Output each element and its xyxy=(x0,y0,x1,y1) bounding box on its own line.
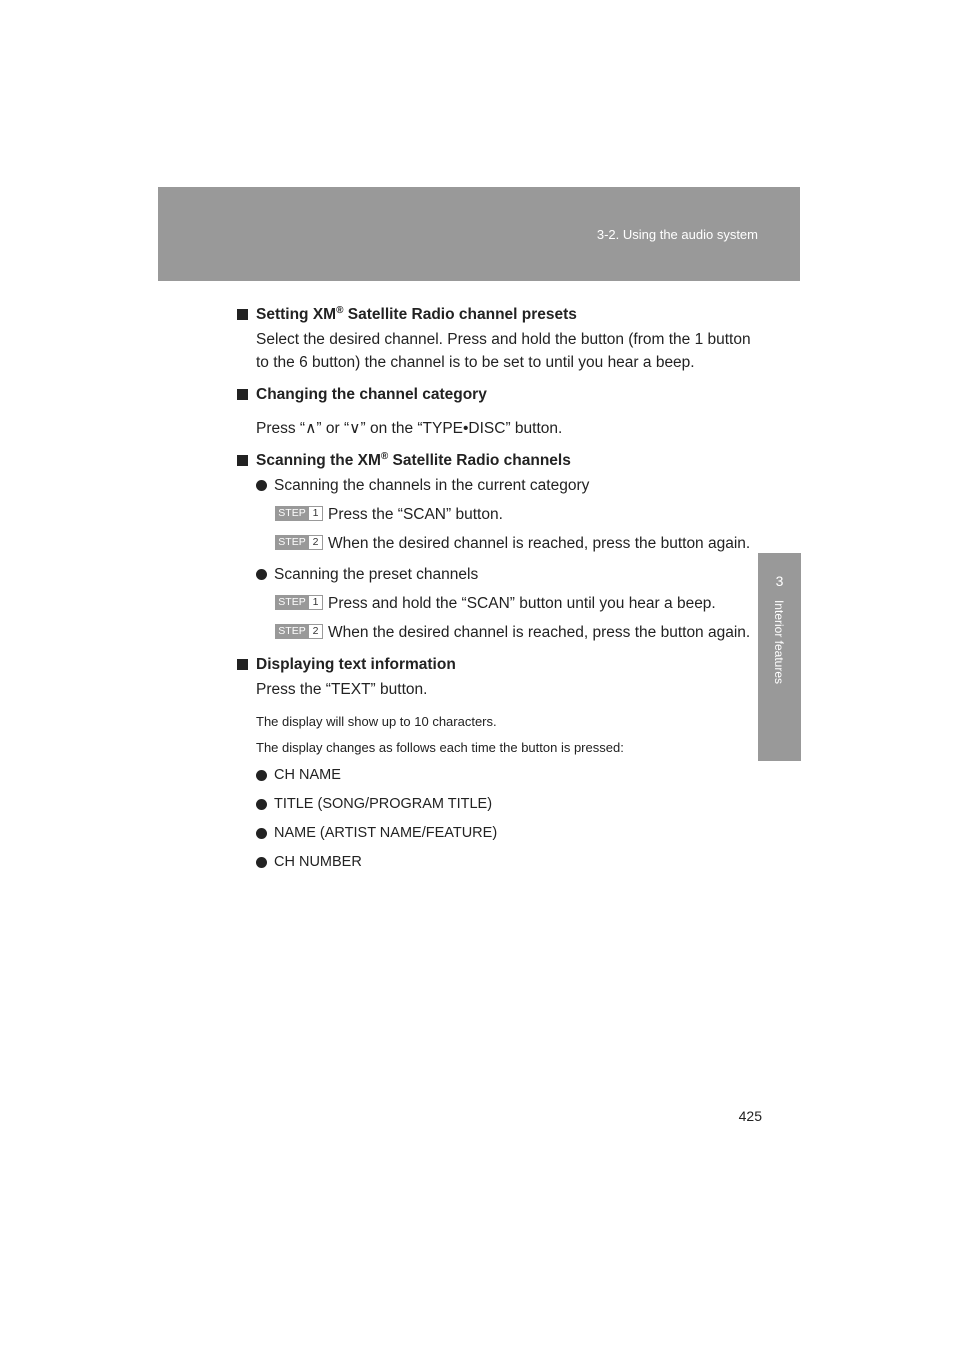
step-scan-preset-1: STEP 1 Press and hold the “SCAN” button until you hear a beep. xyxy=(237,592,757,615)
square-bullet-icon xyxy=(237,659,248,670)
page-number: 425 xyxy=(738,1108,762,1124)
heading-text-information: Displaying text information xyxy=(237,653,757,676)
list-item: NAME (ARTIST NAME/FEATURE) xyxy=(237,822,757,845)
heading-channel-category: Changing the channel category xyxy=(237,383,757,406)
round-bullet-icon xyxy=(256,480,267,491)
heading-scanning-channels: Scanning the XM® Satellite Radio channels xyxy=(237,449,757,472)
step-badge: STEP 2 xyxy=(275,535,323,550)
category-body: Press “∧” or “∨” on the “TYPE•DISC” button. xyxy=(256,420,563,437)
note-max-characters: The display will show up to 10 characters. xyxy=(256,714,497,729)
round-bullet-icon xyxy=(256,770,267,781)
step-scan-current-1: STEP 1 Press the “SCAN” button. xyxy=(237,503,757,526)
round-bullet-icon xyxy=(256,857,267,868)
list-item: CH NAME xyxy=(237,764,757,787)
presets-body: Select the desired channel. Press and hold the button (from the 1 button to the 6 button) the channel is to be set to until you hear a beep. xyxy=(256,331,751,371)
step-badge: STEP 1 xyxy=(275,595,323,610)
square-bullet-icon xyxy=(237,389,248,400)
section-label: 3-2. Using the audio system xyxy=(596,227,758,242)
page-content xyxy=(237,303,757,874)
step-badge: STEP 2 xyxy=(275,624,323,639)
bullet-current-category: Scanning the channels in the current category xyxy=(237,474,757,497)
list-item: TITLE (SONG/PROGRAM TITLE) xyxy=(237,793,757,816)
chapter-title: Interior features xyxy=(772,599,786,685)
note-display-changes: The display changes as follows each time the button is pressed: xyxy=(256,740,624,755)
square-bullet-icon xyxy=(237,455,248,466)
step-badge: STEP 1 xyxy=(275,506,323,521)
bullet-preset-channels: Scanning the preset channels xyxy=(237,563,757,586)
chapter-side-tab xyxy=(758,553,801,761)
step-scan-current-2: STEP 2 When the desired channel is reached, press the button again. xyxy=(237,532,757,555)
step-scan-preset-2: STEP 2 When the desired channel is reached, press the button again. xyxy=(237,621,757,644)
heading-channel-presets: Setting XM® Satellite Radio channel presets xyxy=(237,303,757,326)
chapter-number: 3 xyxy=(775,573,784,589)
square-bullet-icon xyxy=(237,309,248,320)
round-bullet-icon xyxy=(256,828,267,839)
round-bullet-icon xyxy=(256,799,267,810)
round-bullet-icon xyxy=(256,569,267,580)
text-info-body: Press the “TEXT” button. xyxy=(256,681,428,698)
section-header-band xyxy=(158,187,800,281)
list-item: CH NUMBER xyxy=(237,851,757,874)
